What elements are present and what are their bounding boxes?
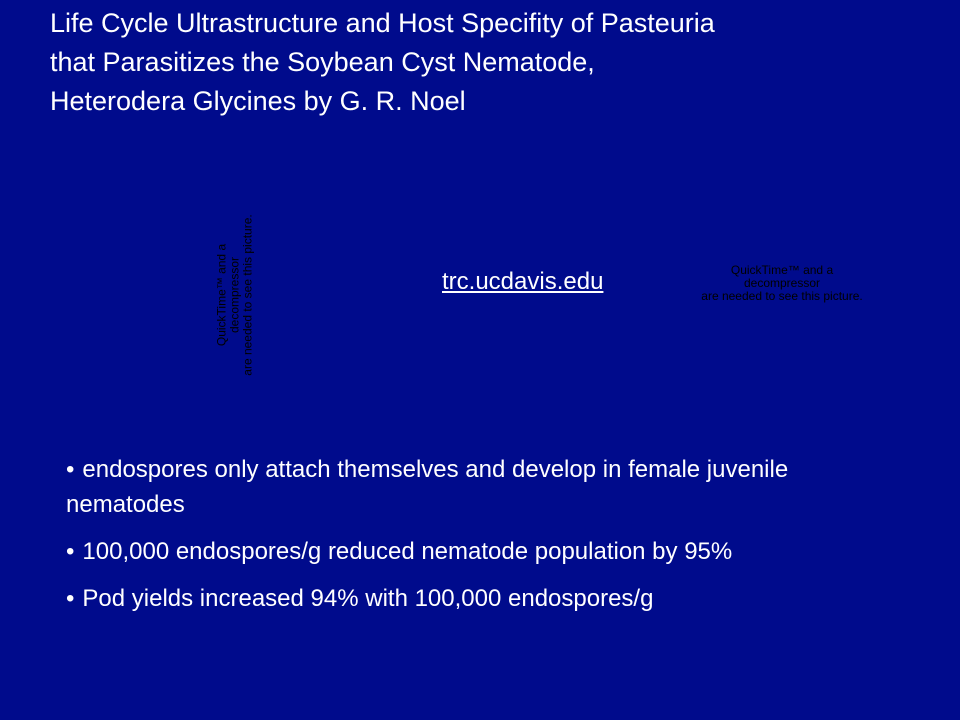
bullet-dot: • <box>66 538 75 565</box>
slide-title-line-2: that Parasitizes the Soybean Cyst Nematode, <box>50 47 595 77</box>
bullet-item <box>66 534 886 569</box>
bullet-dot: • <box>66 456 75 483</box>
bullet-dot: • <box>66 585 75 612</box>
quicktime-placeholder-line: QuickTime™ and a <box>214 243 229 347</box>
trc-ucdavis-link[interactable]: trc.ucdavis.edu <box>442 268 604 295</box>
bullet-text: endospores only attach themselves and develop in female juvenile nematodes <box>66 456 789 518</box>
slide-title-line-1: Life Cycle Ultrastructure and Host Specifity of Pasteuria <box>50 8 715 38</box>
quicktime-placeholder-line: decompressor <box>743 276 821 290</box>
bullet-item <box>66 581 886 616</box>
slide-title-line-3: Heterodera Glycines by G. R. Noel <box>50 86 466 116</box>
quicktime-placeholder-rotated <box>209 197 261 393</box>
bullet-text: Pod yields increased 94% with 100,000 endospores/g <box>82 585 654 612</box>
quicktime-placeholder-line: QuickTime™ and a <box>730 263 834 277</box>
slide-title <box>50 4 910 121</box>
quicktime-placeholder-line: are needed to see this picture. <box>240 214 255 376</box>
bullet-list <box>66 452 886 628</box>
quicktime-placeholder-line: are needed to see this picture. <box>701 289 863 303</box>
quicktime-placeholder-line: decompressor <box>227 256 242 334</box>
bullet-text: 100,000 endospores/g reduced nematode population by 95% <box>82 538 733 565</box>
bullet-item <box>66 452 886 522</box>
quicktime-placeholder-right <box>668 264 896 303</box>
